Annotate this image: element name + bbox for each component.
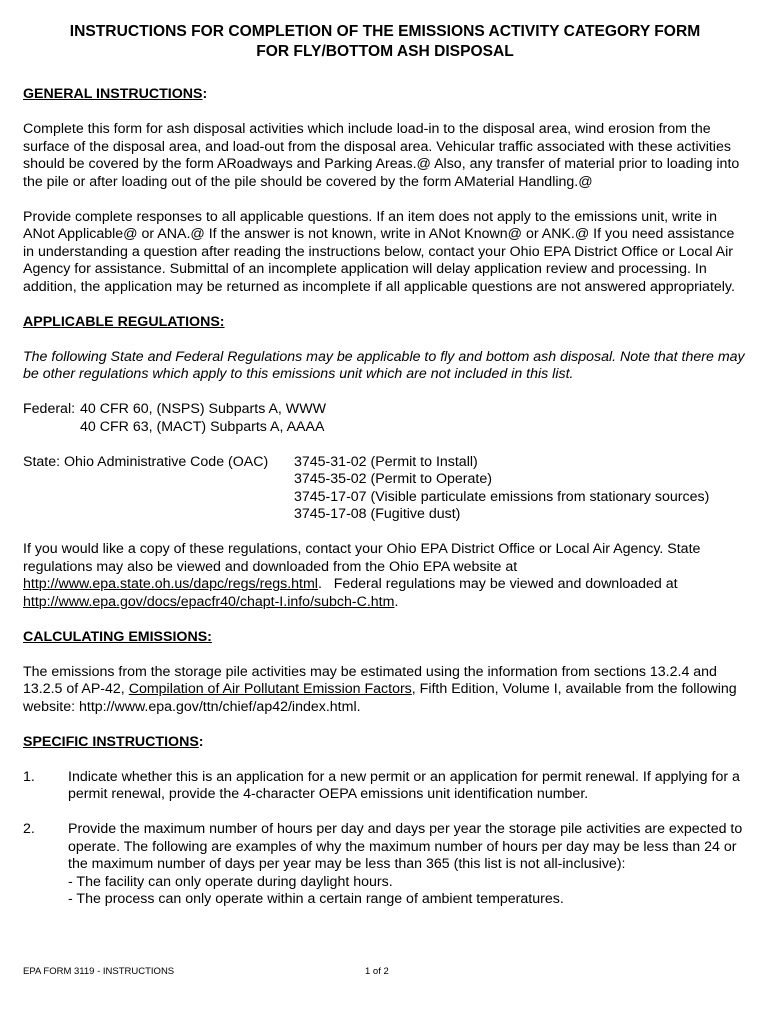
state-item: 3745-35-02 (Permit to Operate) [294,471,492,487]
copy-text-2: . Federal regulations may be viewed and downloaded at [317,576,682,592]
general-instructions-heading [23,86,747,104]
federal-item: 40 CFR 60, (NSPS) Subparts A, WWW [80,401,326,417]
copy-text-3: . [394,593,399,610]
state-list [294,454,709,524]
title-line-2: FOR FLY/BOTTOM ASH DISPOSAL [256,43,514,60]
state-item: 3745-17-08 (Fugitive dust) [294,506,461,522]
general-heading-colon: : [202,86,208,102]
page-title [23,22,747,62]
calculating-paragraph [23,664,747,717]
regulations-heading-text: APPLICABLE REGULATIONS: [23,313,225,330]
copy-text-1: If you would like a copy of these regulations, contact your Ohio EPA District Office or Local Air Agency. State regulations may also be viewed and downloaded from the Ohio EPA website at [23,541,701,575]
page-footer [23,966,747,978]
item-sub-line: - The process can only operate within a certain range of ambient temperatures. [68,891,564,907]
item-number: 1. [23,768,35,785]
footer-page-number: 1 of 2 [365,966,389,977]
calculating-heading [23,629,747,647]
federal-list [80,401,326,436]
specific-heading-text: SPECIFIC INSTRUCTIONS [23,733,199,750]
calculating-heading-text: CALCULATING EMISSIONS: [23,628,212,645]
general-heading-text: GENERAL INSTRUCTIONS [23,86,203,102]
instruction-item-1 [23,769,747,804]
general-paragraph-1: Complete this form for ash disposal activities which include load-in to the disposal area, wind erosion from the surface of the disposal area, and load-out from the disposal area. Vehicular traffic associated with these activities should be covered by the form ARoadways and Parking Areas.@ Also, any transfer of material prior to loading into the pile or after loading out of the pile should be covered by the form AMaterial Handling.@ [23,121,740,190]
federal-regs-link[interactable]: http://www.epa.gov/docs/epacfr40/chapt-I.info/subch-C.htm [23,593,395,610]
instruction-item-2 [23,821,747,909]
item-sub-line: - The facility can only operate during daylight hours. [68,873,393,890]
item-text-block [68,821,747,909]
federal-item: 40 CFR 63, (MACT) Subparts A, AAAA [80,418,325,435]
ap42-book-title: Compilation of Air Pollutant Emission Factors [128,681,412,697]
specific-instructions-heading [23,734,747,752]
state-item: 3745-17-07 (Visible particulate emissions from stationary sources) [294,488,710,505]
general-paragraph-2: Provide complete responses to all applicable questions. If an item does not apply to the emissions unit, write in ANot Applicable@ or ANA.@ If the answer is not known, write in ANot Known@ or ANK.@ If you need assistance in understanding a question after reading the instructions below, contact your Ohio EPA District Office or Local Air Agency for assistance. Submittal of an incomplete application will delay application review and processing. In addition, the application may be returned as incomplete if all applicable questions are not answered appropriately. [23,208,735,295]
specific-heading-colon: : [198,733,204,750]
federal-regulations [23,401,747,436]
state-regulations [23,454,747,524]
item-number: 2. [23,821,35,837]
regulations-intro: The following State and Federal Regulations may be applicable to fly and bottom ash disposal. Note that there may be other regulations which apply to this emissions unit which are not included in this list. [23,348,745,382]
regulations-heading [23,314,747,332]
item-text: Provide the maximum number of hours per day and days per year the storage pile activities are expected to operate. The following are examples of why the maximum number of hours per day may be less than 24 or the maximum number of days per year may be less than 365 (this list is not all-inclusive): [68,821,743,872]
calculating-text-1: The emissions from the storage pile activities may be estimated using the information from sections 13.2.4 and 13.2.5 of AP-42, [23,663,717,697]
state-regs-link[interactable]: http://www.epa.state.oh.us/dapc/regs/regs.html [23,576,318,592]
federal-label: Federal: [23,401,79,417]
calculating-text-2: , Fifth Edition, Volume I, available from the following website: http://www.epa.gov/ttn/chief/ap42/index.html. [23,681,737,715]
state-label: State: Ohio Administrative Code (OAC) [23,453,277,470]
footer-form-id: EPA FORM 3119 - INSTRUCTIONS [23,966,175,977]
title-line-1: INSTRUCTIONS FOR COMPLETION OF THE EMISSIONS ACTIVITY CATEGORY FORM [69,23,701,40]
item-text: Indicate whether this is an application for a new permit or an application for permit renewal. If applying for a permit renewal, provide the 4-character OEPA emissions unit identification number. [68,768,740,802]
regulations-copy-paragraph [23,541,747,611]
document-page [23,22,747,909]
state-item: 3745-31-02 (Permit to Install) [294,453,478,470]
